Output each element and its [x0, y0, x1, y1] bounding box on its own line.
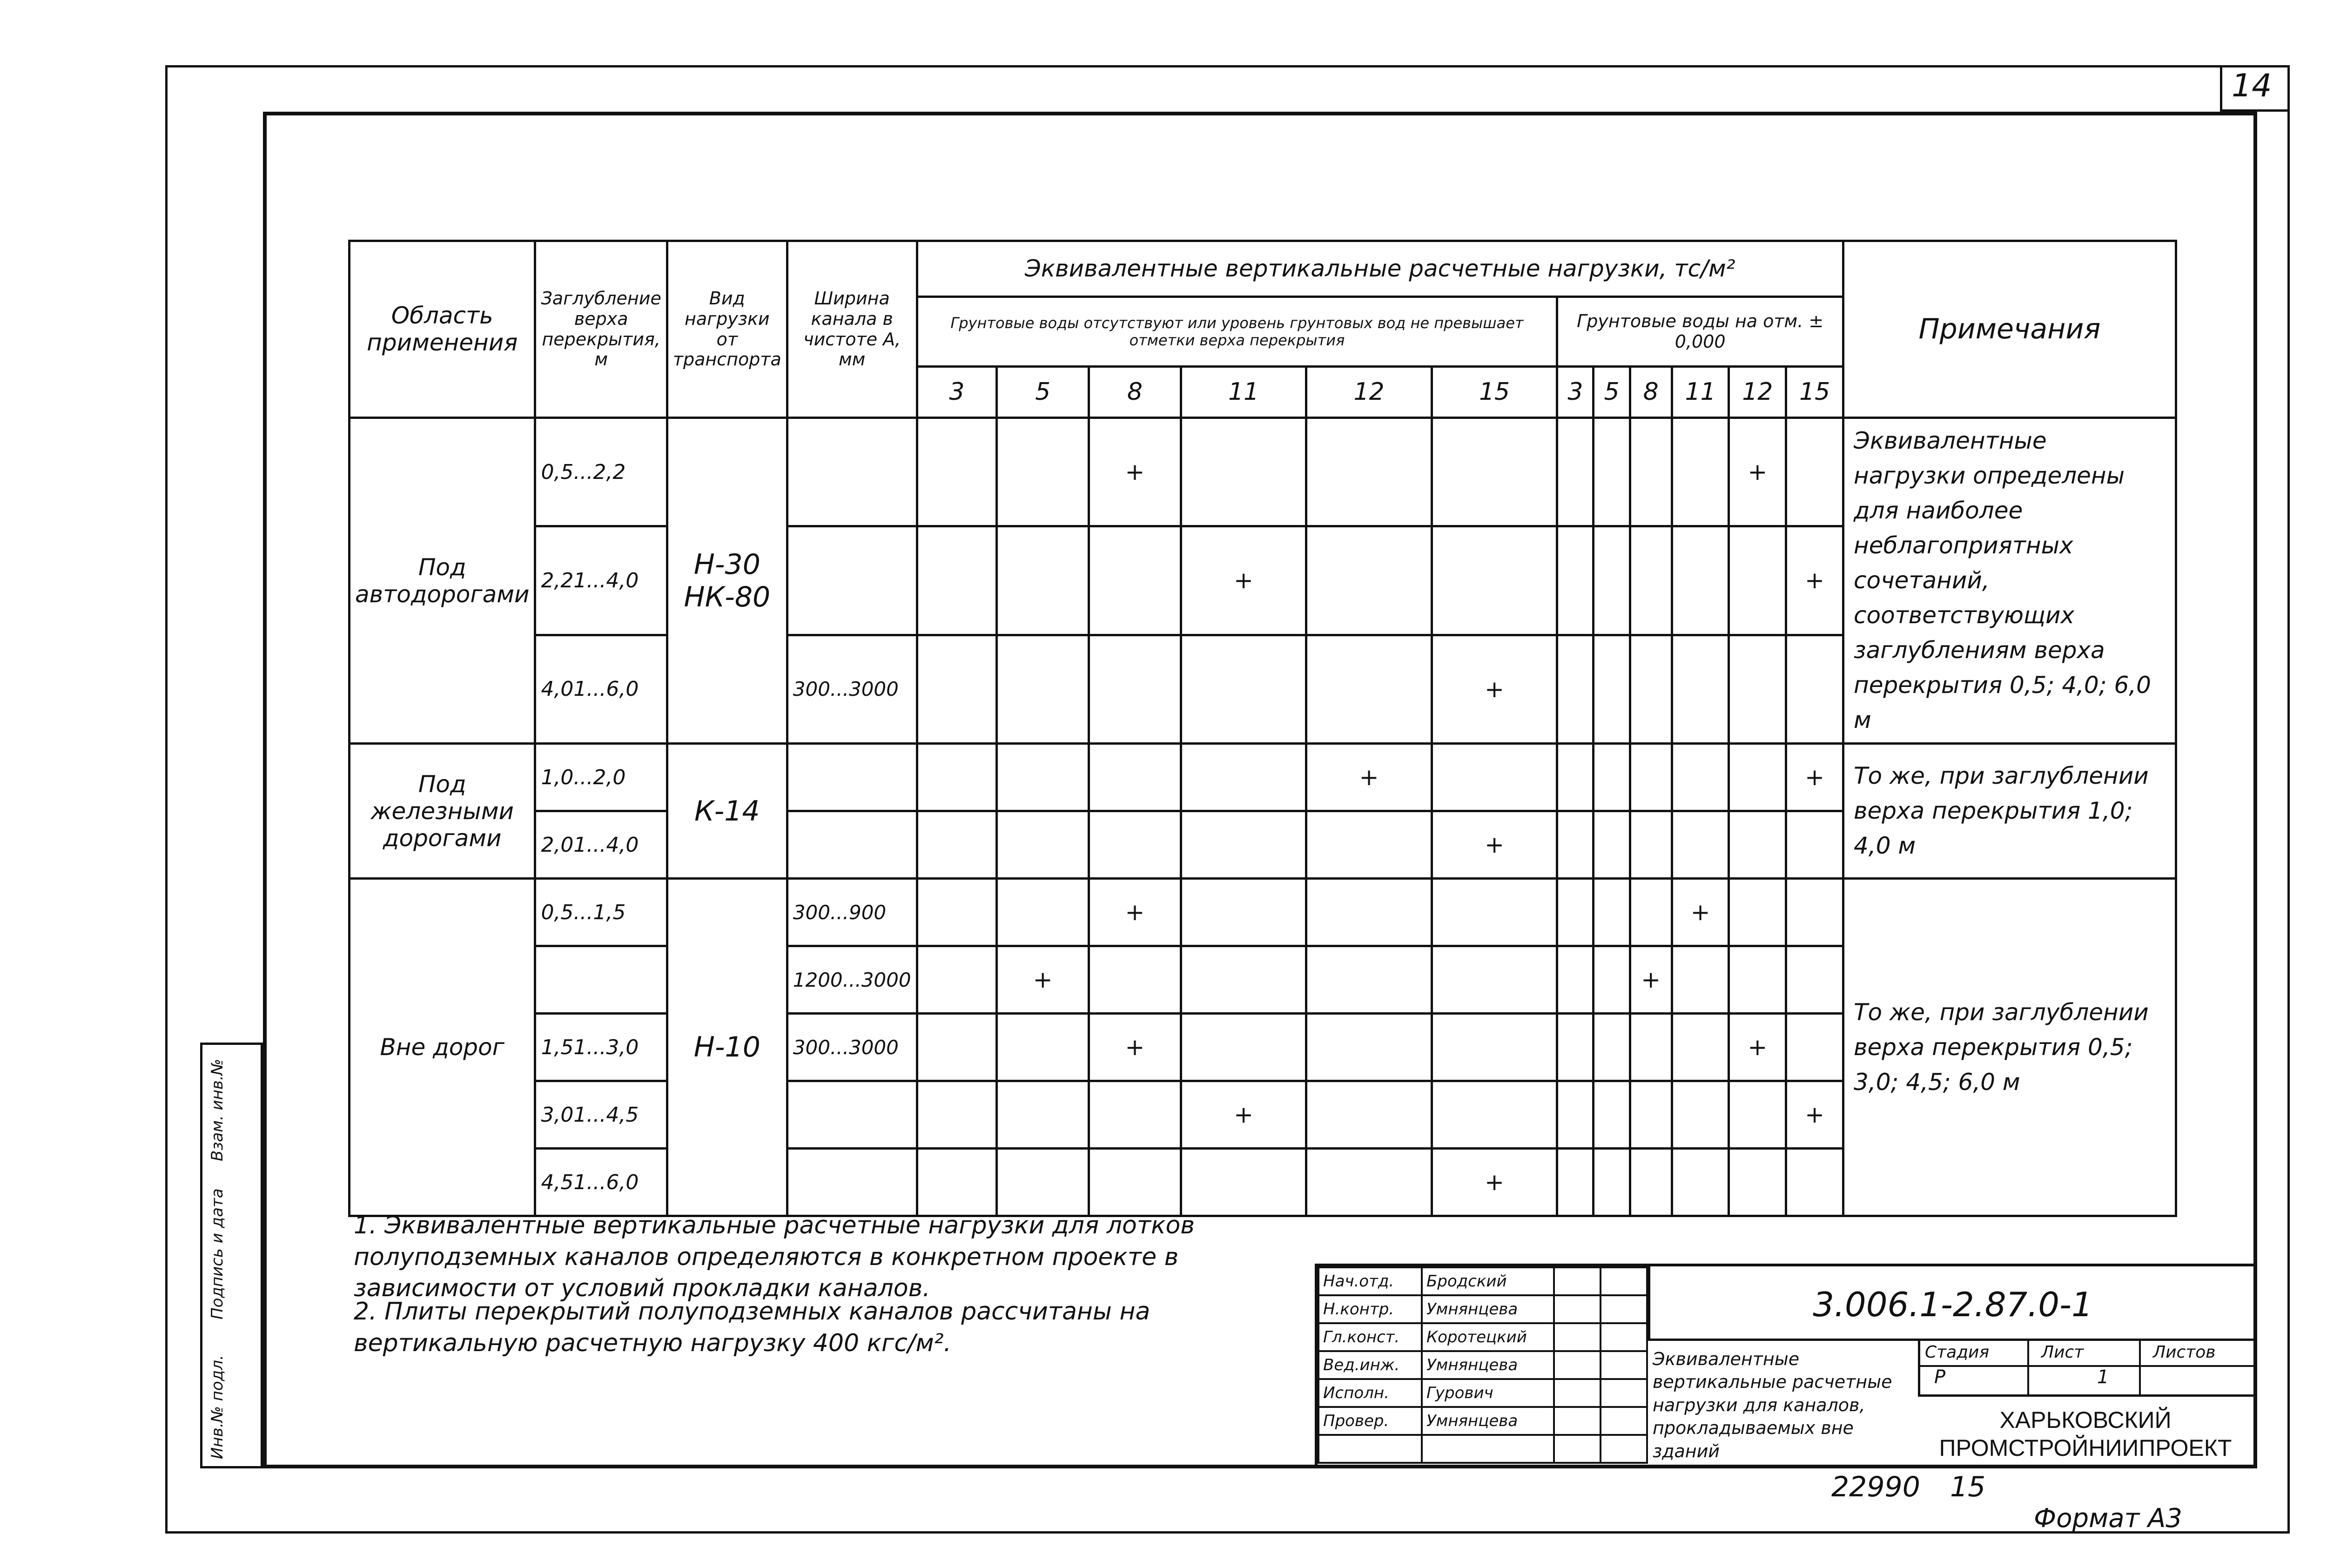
width-cell [787, 526, 917, 635]
header-load-9: 11 [1672, 367, 1729, 418]
header-notes: Примечания [1843, 241, 2176, 418]
load-cell [917, 1149, 997, 1216]
load-cell: + [1432, 811, 1557, 879]
load-cell [1432, 879, 1557, 946]
load-cell: + [1089, 418, 1181, 526]
load-cell [1672, 744, 1729, 811]
load-cell [917, 526, 997, 635]
load-cell [997, 418, 1089, 526]
signer-date [1601, 1295, 1647, 1323]
load-cell [1557, 1014, 1594, 1081]
load-cell [1089, 946, 1181, 1014]
load-cell [1089, 811, 1181, 879]
side-stamp-inv: Инв.№ подл. [208, 1355, 227, 1459]
load-cell [1630, 1081, 1672, 1149]
note-cell: То же, при заглублении верха перекрытия 1,0; 4,0 м [1843, 744, 2176, 879]
load-cell [1432, 418, 1557, 526]
note-cell: То же, при заглублении верха перекрытия 0,5; 3,0; 4,5; 6,0 м [1843, 879, 2176, 1216]
load-cell [917, 1014, 997, 1081]
signer-date [1601, 1351, 1647, 1379]
load-cell [1089, 1149, 1181, 1216]
signer-name: Бродский [1422, 1267, 1554, 1295]
header-load-2: 8 [1089, 367, 1181, 418]
depth-cell: 1,0...2,0 [535, 744, 667, 811]
load-cell [1729, 635, 1786, 743]
sheet-label: Лист [2041, 1343, 2084, 1362]
header-load-0: 3 [917, 367, 997, 418]
load-cell [1672, 526, 1729, 635]
signer-role: Вед.инж. [1318, 1351, 1422, 1379]
header-load-6: 3 [1557, 367, 1594, 418]
depth-cell: 0,5...2,2 [535, 418, 667, 526]
load-cell [1630, 635, 1672, 743]
load-cell [1594, 879, 1630, 946]
header-no-groundwater: Грунтовые воды отсутствуют или уровень грунтовых вод не превышает отметки верха перекрытия [917, 297, 1557, 367]
stage-divider-v1 [2027, 1341, 2029, 1394]
table-row [350, 879, 2176, 946]
load-cell: + [1786, 744, 1843, 811]
footnote-2: 2. Плиты перекрытий полуподземных каналов рассчитаны на вертикальную расчетную нагрузку 400 кгс/м². [354, 1298, 1150, 1357]
format-label: Формат А3 [2034, 1503, 2182, 1534]
load-cell [1630, 1014, 1672, 1081]
depth-cell: 4,01...6,0 [535, 635, 667, 743]
signer-name: Гурович [1422, 1379, 1554, 1407]
header-groundwater: Грунтовые воды на отм. ± 0,000 [1557, 297, 1843, 367]
load-cell [1089, 526, 1181, 635]
load-cell [997, 635, 1089, 743]
load-cell [1306, 946, 1432, 1014]
signer-sign [1554, 1323, 1601, 1351]
table-row [350, 418, 2176, 526]
load-cell [1594, 635, 1630, 743]
signer-sign [1554, 1351, 1601, 1379]
load-cell [1181, 635, 1306, 743]
depth-cell: 2,01...4,0 [535, 811, 667, 879]
width-cell [787, 1081, 917, 1149]
load-cell [997, 744, 1089, 811]
load-cell [1786, 1149, 1843, 1216]
load-cell [1594, 744, 1630, 811]
load-cell [1432, 1081, 1557, 1149]
load-cell [1557, 635, 1594, 743]
page-number: 14 [2232, 67, 2272, 104]
load-cell: + [997, 946, 1089, 1014]
load-cell [1432, 744, 1557, 811]
header-load-type: Вид нагрузки от транспорта [667, 241, 787, 418]
load-cell [1594, 1081, 1630, 1149]
load-cell [917, 744, 997, 811]
signer-date [1601, 1379, 1647, 1407]
depth-cell: 3,01...4,5 [535, 1081, 667, 1149]
load-cell [1786, 1014, 1843, 1081]
width-cell [787, 811, 917, 879]
load-cell [997, 1081, 1089, 1149]
header-load-4: 12 [1306, 367, 1432, 418]
load-cell [1729, 1149, 1786, 1216]
area-cell: Вне дорог [350, 879, 535, 1216]
signer-sign [1554, 1267, 1601, 1295]
signer-date [1601, 1407, 1647, 1435]
signer-empty [1554, 1435, 1601, 1463]
load-cell [1672, 418, 1729, 526]
loads-table [348, 240, 2177, 1217]
depth-cell: 2,21...4,0 [535, 526, 667, 635]
load-cell [1557, 811, 1594, 879]
signer-row [1318, 1407, 1647, 1435]
sheet-title: Эквивалентные вертикальные расчетные нагрузки для каналов, прокладываемых вне зданий [1653, 1349, 1892, 1461]
table-row [350, 744, 2176, 811]
load-cell [1181, 744, 1306, 811]
load-cell: + [1729, 1014, 1786, 1081]
signer-row [1318, 1351, 1647, 1379]
load-cell [1594, 526, 1630, 635]
note-cell: Эквивалентные нагрузки определены для наиболее неблагоприятных сочетаний, соответствующих заглублениям верха перекрытия 0,5; 4,0; 6,0 м [1843, 418, 2176, 744]
load-cell [1672, 635, 1729, 743]
load-cell: + [1181, 526, 1306, 635]
load-cell: + [1181, 1081, 1306, 1149]
header-load-1: 5 [997, 367, 1089, 418]
load-cell [1729, 811, 1786, 879]
stage-value: Р [1934, 1366, 1946, 1388]
load-cell [1557, 418, 1594, 526]
header-load-11: 15 [1786, 367, 1843, 418]
inventory-number: 22990 [1831, 1471, 1920, 1503]
load-cell [1181, 418, 1306, 526]
load-cell [1432, 1014, 1557, 1081]
load-cell [1729, 946, 1786, 1014]
load-type-cell: К-14 [667, 744, 787, 879]
depth-cell [535, 946, 667, 1014]
load-cell [1786, 879, 1843, 946]
load-cell [1306, 635, 1432, 743]
side-stamp-replace: Взам. инв.№ [208, 1058, 227, 1161]
load-cell [1786, 418, 1843, 526]
header-area: Область применения [350, 241, 535, 418]
load-cell [1181, 946, 1306, 1014]
load-cell [1594, 418, 1630, 526]
load-type-cell: Н-30 НК-80 [667, 418, 787, 744]
signer-sign [1554, 1379, 1601, 1407]
load-cell [1786, 635, 1843, 743]
signer-name: Умнянцева [1422, 1351, 1554, 1379]
load-cell [1306, 1014, 1432, 1081]
load-cell [1181, 1149, 1306, 1216]
load-cell [917, 946, 997, 1014]
signer-role: Провер. [1318, 1407, 1422, 1435]
side-stamp [200, 1043, 263, 1468]
width-cell: 300...3000 [787, 1014, 917, 1081]
signer-sign [1554, 1407, 1601, 1435]
signer-row [1318, 1323, 1647, 1351]
load-cell [1672, 1149, 1729, 1216]
header-load-3: 11 [1181, 367, 1306, 418]
load-cell [917, 418, 997, 526]
signer-role: Нач.отд. [1318, 1267, 1422, 1295]
area-cell: Под автодорогами [350, 418, 535, 744]
load-cell [1630, 879, 1672, 946]
load-cell [1432, 946, 1557, 1014]
load-cell [997, 879, 1089, 946]
load-cell: + [1672, 879, 1729, 946]
load-cell: + [1089, 879, 1181, 946]
header-load-5: 15 [1432, 367, 1557, 418]
load-cell [1630, 418, 1672, 526]
signer-empty [1601, 1435, 1647, 1463]
load-cell [1306, 1149, 1432, 1216]
sheet-value: 1 [2097, 1366, 2109, 1388]
load-cell [1181, 811, 1306, 879]
signer-row [1318, 1379, 1647, 1407]
load-cell [917, 1081, 997, 1149]
load-cell [1672, 946, 1729, 1014]
area-cell: Под железными дорогами [350, 744, 535, 879]
load-cell [1630, 744, 1672, 811]
load-cell [1557, 946, 1594, 1014]
load-cell [1181, 1014, 1306, 1081]
load-cell [1306, 526, 1432, 635]
stage-divider-v2 [2139, 1341, 2141, 1394]
load-cell [1594, 1149, 1630, 1216]
signer-sign [1554, 1295, 1601, 1323]
signature-table [1318, 1266, 1648, 1464]
load-cell [917, 811, 997, 879]
load-cell [1630, 811, 1672, 879]
signer-name: Умнянцева [1422, 1295, 1554, 1323]
designation-box [1648, 1266, 2255, 1341]
load-cell [997, 1149, 1089, 1216]
load-cell: + [1089, 1014, 1181, 1081]
load-cell: + [1630, 946, 1672, 1014]
load-cell [1672, 1014, 1729, 1081]
designation: 3.006.1-2.87.0-1 [1813, 1285, 2093, 1324]
load-cell [1557, 879, 1594, 946]
load-cell [1089, 635, 1181, 743]
load-cell [1306, 1081, 1432, 1149]
signer-role: Исполн. [1318, 1379, 1422, 1407]
load-cell [1729, 526, 1786, 635]
title-block [1315, 1264, 2257, 1468]
header-load-10: 12 [1729, 367, 1786, 418]
signer-row [1318, 1295, 1647, 1323]
side-stamp-sign: Подпись и дата [208, 1188, 227, 1319]
signer-role: Н.контр. [1318, 1295, 1422, 1323]
load-cell [1557, 1081, 1594, 1149]
width-cell [787, 744, 917, 811]
load-cell [1729, 744, 1786, 811]
load-cell [1306, 811, 1432, 879]
depth-cell: 4,51...6,0 [535, 1149, 667, 1216]
width-cell [787, 418, 917, 526]
signer-row-empty [1318, 1435, 1647, 1463]
load-cell [1786, 946, 1843, 1014]
load-cell: + [1306, 744, 1432, 811]
signer-row [1318, 1267, 1647, 1295]
width-cell: 1200...3000 [787, 946, 917, 1014]
sheets-label: Листов [2153, 1343, 2216, 1362]
load-cell [1672, 1081, 1729, 1149]
load-cell [1672, 811, 1729, 879]
load-cell [1630, 526, 1672, 635]
header-load-7: 5 [1594, 367, 1630, 418]
load-cell [1594, 811, 1630, 879]
load-cell [1729, 1081, 1786, 1149]
load-cell [1557, 1149, 1594, 1216]
load-cell: + [1432, 635, 1557, 743]
header-depth: Заглубление верха перекрытия, м [535, 241, 667, 418]
depth-cell: 1,51...3,0 [535, 1014, 667, 1081]
load-cell [997, 811, 1089, 879]
load-cell [1089, 1081, 1181, 1149]
header-equivalent-loads: Эквивалентные вертикальные расчетные нагрузки, тс/м² [917, 241, 1843, 297]
load-cell [917, 879, 997, 946]
load-cell: + [1786, 526, 1843, 635]
stage-divider-h [1920, 1365, 2255, 1367]
load-cell [1306, 879, 1432, 946]
stage-label: Стадия [1925, 1343, 1990, 1362]
load-cell [1594, 1014, 1630, 1081]
width-cell: 300...900 [787, 879, 917, 946]
load-type-cell: Н-10 [667, 879, 787, 1216]
width-cell: 300...3000 [787, 635, 917, 743]
load-cell [1786, 811, 1843, 879]
load-cell: + [1729, 418, 1786, 526]
header-load-8: 8 [1630, 367, 1672, 418]
signer-empty [1422, 1435, 1554, 1463]
inventory-sub: 15 [1950, 1471, 1986, 1503]
footnote-1: 1. Эквивалентные вертикальные расчетные нагрузки для лотков полуподземных каналов определяются в конкретном проекте в зависимости от условий прокладки каналов. [354, 1211, 1195, 1303]
signer-empty [1318, 1435, 1422, 1463]
load-cell [1594, 946, 1630, 1014]
signer-name: Коротецкий [1422, 1323, 1554, 1351]
load-cell [1181, 879, 1306, 946]
load-cell [1557, 744, 1594, 811]
signer-name: Умнянцева [1422, 1407, 1554, 1435]
stage-box [1918, 1341, 2255, 1397]
load-cell [1432, 526, 1557, 635]
load-cell [1306, 418, 1432, 526]
depth-cell: 0,5...1,5 [535, 879, 667, 946]
org-name: ХАРЬКОВСКИЙ ПРОМСТРОЙНИИПРОЕКТ [1939, 1407, 2232, 1461]
load-cell: + [1432, 1149, 1557, 1216]
load-cell [1729, 879, 1786, 946]
signer-date [1601, 1267, 1647, 1295]
signer-date [1601, 1323, 1647, 1351]
signer-role: Гл.конст. [1318, 1323, 1422, 1351]
load-cell [997, 526, 1089, 635]
load-cell [1630, 1149, 1672, 1216]
width-cell [787, 1149, 917, 1216]
header-width: Ширина канала в чистоте А, мм [787, 241, 917, 418]
load-cell [1089, 744, 1181, 811]
load-cell [997, 1014, 1089, 1081]
load-cell: + [1786, 1081, 1843, 1149]
load-cell [917, 635, 997, 743]
load-cell [1557, 526, 1594, 635]
